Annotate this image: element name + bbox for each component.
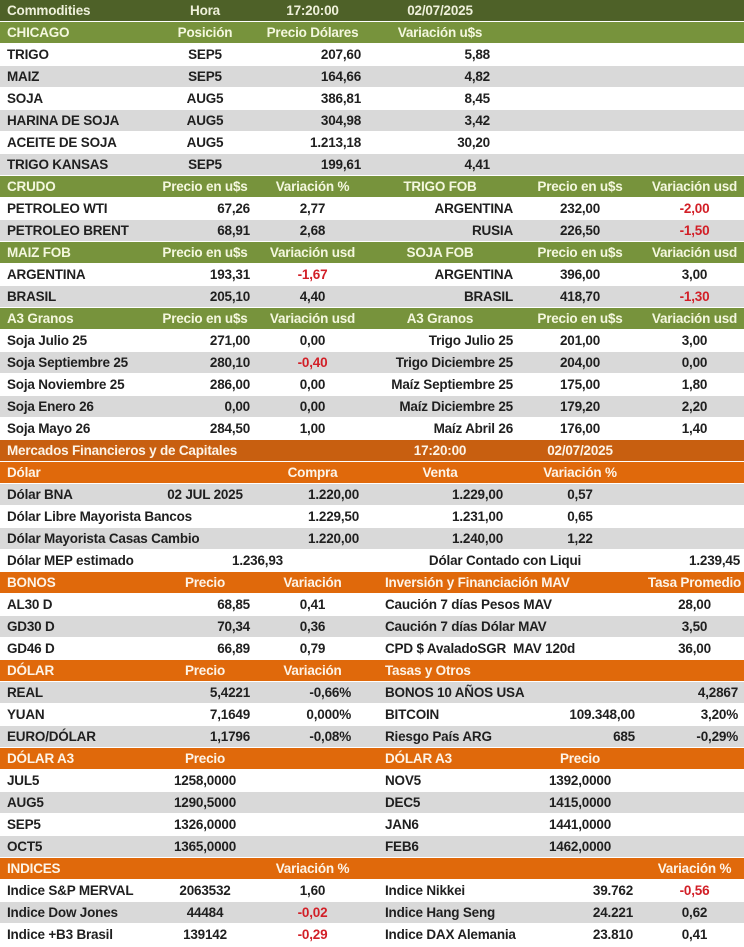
dolar-a3-r3-c5: 1462,0000 [548,839,611,854]
dolar-hdr-c3: Compra [287,465,338,480]
chicago-r5-c4: 4,41 [464,157,490,172]
maiz-fob-soja-fob-hdr-c3: Variación usd [269,245,356,260]
dolar-a3-r1-c2: 1290,5000 [173,795,236,810]
bonos-hdr-c2: Precio [184,575,226,590]
dolar-a3-r3-c4: FEB6 [385,839,419,854]
maiz-fob-soja-fob-r1-c2: 205,10 [209,289,250,304]
section-dolar-tasas [0,660,744,748]
a3-granos-row-1 [0,352,744,374]
dolar-row-3 [0,550,744,572]
chicago-r2-c2: AUG5 [186,91,224,106]
dolar-a3-r2-c4: JAN6 [385,817,419,832]
a3-granos-r4-c3: 1,00 [299,421,326,436]
crudo-trigo-fob-r1-c2: 68,91 [217,223,250,238]
dolar-tasas-r1-c2: 7,1649 [209,707,250,722]
a3-granos-r2-c4: Maíz Septiembre 25 [391,377,513,392]
chicago-header-row [0,22,744,44]
crudo-trigo-fob-r1-c6: -1,50 [679,223,710,238]
section-a3-granos [0,308,744,440]
chicago-row-3 [0,110,744,132]
crudo-trigo-fob-r1-c4: RUSIA [471,223,513,238]
chicago-r4-c2: AUG5 [186,135,224,150]
dolar-tasas-row-2 [0,726,744,748]
dolar-a3-row-3 [0,836,744,858]
maiz-fob-soja-fob-r1-c1: BRASIL [7,289,57,304]
dolar-a3-r0-c1: JUL5 [7,773,40,788]
crudo-trigo-fob-r1-c3: 2,68 [299,223,326,238]
crudo-trigo-fob-hdr-c3: Variación % [275,179,350,194]
chicago-r4-c1: ACEITE DE SOJA [7,135,117,150]
section-crudo-trigo-fob [0,176,744,242]
chicago-r0-c1: TRIGO [7,47,49,62]
a3-granos-r4-c5: 176,00 [559,421,601,436]
dolar-a3-r3-c2: 1365,0000 [173,839,236,854]
bonos-r1-c6: 3,50 [681,619,708,634]
maiz-fob-soja-fob-r1-c3: 4,40 [299,289,326,304]
chicago-r3-c2: AUG5 [186,113,224,128]
maiz-fob-soja-fob-hdr-c5: Precio en u$s [537,245,623,260]
bonos-r1-c1: GD30 D [7,619,55,634]
dolar-tasas-r1-c4: BITCOIN [385,707,440,722]
chicago-r5-c3: 199,61 [320,157,361,172]
a3-granos-r0-c5: 201,00 [559,333,601,348]
indices-hdr-c6: Variación % [657,861,732,876]
dolar-r0-c1: Dólar BNA [7,487,73,502]
bonos-r2-c1: GD46 D [7,641,55,656]
bonos-r0-c1: AL30 D [7,597,53,612]
indices-row-2 [0,924,744,946]
crudo-trigo-fob-r1-c1: PETROLEO BRENT [7,223,129,238]
indices-hdr-c3: Variación % [275,861,350,876]
chicago-row-4 [0,132,744,154]
maiz-fob-soja-fob-r0-c2: 193,31 [209,267,250,282]
dolar-tasas-r0-c6: 4,2867 [697,685,738,700]
chicago-r1-c1: MAIZ [7,69,40,84]
a3-granos-r4-c4: Maíz Abril 26 [433,421,513,436]
dolar-a3-row-1 [0,792,744,814]
a3-granos-r0-c3: 0,00 [299,333,326,348]
mercados-title-header-row [0,440,744,462]
dolar-r3-c2: 1.236,93 [232,553,283,568]
section-chicago [0,22,744,176]
a3-granos-r1-c5: 204,00 [559,355,601,370]
dolar-tasas-r2-c2: 1,1796 [209,729,250,744]
dolar-r1-c1: Dólar Libre Mayorista Bancos [7,509,192,524]
chicago-r0-c2: SEP5 [188,47,222,62]
dolar-tasas-r2-c6: -0,29% [696,729,738,744]
bonos-row-2 [0,638,744,660]
crudo-trigo-fob-hdr-c2: Precio en u$s [162,179,248,194]
dolar-r0-c5: 0,57 [567,487,593,502]
a3-granos-hdr-c5: Precio en u$s [537,311,623,326]
commodities-title-hdr-c4: 02/07/2025 [407,3,473,18]
dolar-a3-r2-c2: 1326,0000 [173,817,236,832]
indices-r2-c2: 139142 [183,927,227,942]
chicago-r1-c3: 164,66 [320,69,361,84]
dolar-r3-c1: Dólar MEP estimado [7,553,134,568]
crudo-trigo-fob-header-row [0,176,744,198]
a3-granos-r3-c3: 0,00 [299,399,326,414]
a3-granos-r1-c6: 0,00 [681,355,708,370]
crudo-trigo-fob-hdr-c6: Variación usd [651,179,738,194]
chicago-r2-c1: SOJA [7,91,43,106]
chicago-hdr-c4: Variación u$s [397,25,483,40]
indices-r0-c2: 2063532 [179,883,231,898]
dolar-r2-c5: 1,22 [567,531,593,546]
maiz-fob-soja-fob-r1-c5: 418,70 [559,289,601,304]
a3-granos-r0-c6: 3,00 [681,333,708,348]
dolar-a3-r1-c1: AUG5 [7,795,44,810]
section-bonos [0,572,744,660]
dolar-tasas-hdr-c2: Precio [184,663,226,678]
a3-granos-r0-c1: Soja Julio 25 [7,333,87,348]
a3-granos-r1-c3: -0,40 [297,355,328,370]
a3-granos-r4-c6: 1,40 [681,421,708,436]
indices-r0-c5: 39.762 [592,883,633,898]
chicago-r4-c3: 1.213,18 [310,135,361,150]
indices-r0-c3: 1,60 [299,883,326,898]
indices-r2-c6: 0,41 [681,927,708,942]
chicago-row-0 [0,44,744,66]
a3-granos-row-4 [0,418,744,440]
bonos-r2-c3: 0,79 [299,641,326,656]
dolar-r0-c2: 02 JUL 2025 [167,487,243,502]
bonos-r2-c2: 66,89 [217,641,250,656]
crudo-trigo-fob-r0-c6: -2,00 [679,201,710,216]
chicago-r1-c4: 4,82 [464,69,490,84]
section-mercados-title [0,440,744,462]
maiz-fob-soja-fob-hdr-c4: SOJA FOB [406,245,474,260]
chicago-row-2 [0,88,744,110]
dolar-tasas-r2-c5: 685 [613,729,635,744]
dolar-tasas-r0-c2: 5,4221 [209,685,250,700]
maiz-fob-soja-fob-r1-c6: -1,30 [679,289,710,304]
a3-granos-hdr-c1: A3 Granos [7,311,74,326]
mercados-title-hdr-c5: 02/07/2025 [547,443,613,458]
maiz-fob-soja-fob-hdr-c2: Precio en u$s [162,245,248,260]
crudo-trigo-fob-row-1 [0,220,744,242]
dolar-r1-c5: 0,65 [567,509,593,524]
maiz-fob-soja-fob-row-0 [0,264,744,286]
dolar-a3-r1-c4: DEC5 [385,795,421,810]
a3-granos-r3-c6: 2,20 [681,399,708,414]
chicago-r4-c4: 30,20 [457,135,490,150]
crudo-trigo-fob-r0-c1: PETROLEO WTI [7,201,108,216]
indices-r1-c2: 44484 [186,905,224,920]
bonos-row-1 [0,616,744,638]
dolar-row-2 [0,528,744,550]
crudo-trigo-fob-hdr-c4: TRIGO FOB [403,179,477,194]
bonos-r0-c2: 68,85 [217,597,250,612]
commodities-title-hdr-c1: Commodities [7,3,91,18]
bonos-r0-c3: 0,41 [299,597,326,612]
bonos-r2-c6: 36,00 [678,641,711,656]
bonos-r0-c6: 28,00 [678,597,711,612]
bonos-hdr-c4: Inversión y Financiación MAV [385,575,570,590]
dolar-r2-c1: Dólar Mayorista Casas Cambio [7,531,200,546]
dolar-a3-row-0 [0,770,744,792]
dolar-tasas-r0-c3: -0,66% [309,685,351,700]
a3-granos-r2-c1: Soja Noviembre 25 [7,377,125,392]
dolar-a3-r1-c5: 1415,0000 [548,795,611,810]
a3-granos-hdr-c2: Precio en u$s [162,311,248,326]
bonos-r1-c4: Caución 7 días Dólar MAV [385,619,547,634]
a3-granos-row-0 [0,330,744,352]
bonos-hdr-c3: Variación [283,575,342,590]
dolar-tasas-r1-c1: YUAN [7,707,45,722]
chicago-r2-c4: 8,45 [464,91,490,106]
maiz-fob-soja-fob-r0-c3: -1,67 [297,267,328,282]
section-commodities-title [0,0,744,22]
indices-r0-c1: Indice S&P MERVAL [7,883,134,898]
chicago-r2-c3: 386,81 [320,91,361,106]
bonos-r0-c4: Caución 7 días Pesos MAV [385,597,552,612]
a3-granos-row-2 [0,374,744,396]
dolar-a3-r2-c5: 1441,0000 [548,817,611,832]
dolar-tasas-r0-c1: REAL [7,685,43,700]
a3-granos-r4-c1: Soja Mayo 26 [7,421,91,436]
maiz-fob-soja-fob-r0-c4: ARGENTINA [434,267,513,282]
indices-r0-c4: Indice Nikkei [385,883,465,898]
dolar-tasas-hdr-c4: Tasas y Otros [385,663,471,678]
dolar-a3-r0-c5: 1392,0000 [548,773,611,788]
dolar-header-row [0,462,744,484]
dolar-tasas-r1-c5: 109.348,00 [569,707,635,722]
chicago-r0-c3: 207,60 [320,47,361,62]
a3-granos-r2-c6: 1,80 [681,377,708,392]
indices-r2-c4: Indice DAX Alemania [385,927,516,942]
dolar-tasas-hdr-c1: DÓLAR [7,663,54,678]
dolar-a3-hdr-c4: DÓLAR A3 [385,751,452,766]
bonos-row-0 [0,594,744,616]
dolar-r2-c4: 1.240,00 [452,531,503,546]
bonos-r1-c3: 0,36 [299,619,326,634]
commodities-title-hdr-c3: 17:20:00 [286,3,339,18]
indices-r0-c6: -0,56 [679,883,710,898]
chicago-row-1 [0,66,744,88]
chicago-row-5 [0,154,744,176]
a3-granos-r0-c4: Trigo Julio 25 [428,333,513,348]
chicago-r0-c4: 5,88 [464,47,490,62]
dolar-r1-c3: 1.229,50 [308,509,359,524]
a3-granos-r1-c2: 280,10 [209,355,250,370]
indices-r2-c1: Indice +B3 Brasil [7,927,113,942]
bonos-hdr-c1: BONOS [7,575,56,590]
maiz-fob-soja-fob-header-row [0,242,744,264]
maiz-fob-soja-fob-hdr-c6: Variación usd [651,245,738,260]
a3-granos-r3-c4: Maíz Diciembre 25 [399,399,513,414]
dolar-a3-r0-c4: NOV5 [385,773,421,788]
dolar-a3-row-2 [0,814,744,836]
chicago-hdr-c1: CHICAGO [7,25,70,40]
indices-r2-c5: 23.810 [592,927,633,942]
section-dolar-a3 [0,748,744,858]
dolar-hdr-c4: Venta [422,465,458,480]
dolar-tasas-hdr-c3: Variación [283,663,342,678]
bonos-r1-c2: 70,34 [217,619,250,634]
indices-r1-c6: 0,62 [681,905,708,920]
maiz-fob-soja-fob-row-1 [0,286,744,308]
indices-r2-c3: -0,29 [297,927,328,942]
maiz-fob-soja-fob-r0-c6: 3,00 [681,267,708,282]
mercados-title-hdr-c1: Mercados Financieros y de Capitales [7,443,238,458]
dolar-a3-hdr-c5: Precio [559,751,601,766]
a3-granos-r3-c5: 179,20 [559,399,601,414]
section-dolar [0,462,744,572]
crudo-trigo-fob-row-0 [0,198,744,220]
commodities-title-hdr-c2: Hora [190,3,220,18]
dolar-hdr-c1: Dólar [7,465,41,480]
a3-granos-r2-c3: 0,00 [299,377,326,392]
bonos-header-row [0,572,744,594]
dolar-r1-c4: 1.231,00 [452,509,503,524]
dolar-r0-c4: 1.229,00 [452,487,503,502]
mercados-title-hdr-c4: 17:20:00 [413,443,467,458]
crudo-trigo-fob-hdr-c1: CRUDO [7,179,56,194]
bonos-hdr-c6: Tasa Promedio [647,575,742,590]
crudo-trigo-fob-r0-c5: 232,00 [559,201,601,216]
dolar-a3-r2-c1: SEP5 [7,817,41,832]
dolar-tasas-r2-c3: -0,08% [309,729,351,744]
chicago-hdr-c2: Posición [177,25,233,40]
dolar-a3-hdr-c2: Precio [184,751,226,766]
a3-granos-r2-c2: 286,00 [209,377,250,392]
indices-header-row [0,858,744,880]
dolar-r3-c6: 1.239,45 [689,553,740,568]
a3-granos-r2-c5: 175,00 [559,377,601,392]
a3-granos-r1-c4: Trigo Diciembre 25 [395,355,513,370]
commodities-title-header-row [0,0,744,22]
dolar-row-0 [0,484,744,506]
chicago-r3-c4: 3,42 [464,113,490,128]
chicago-r3-c1: HARINA DE SOJA [7,113,120,128]
dolar-r3-c4: Dólar Contado con Liqui [428,553,582,568]
maiz-fob-soja-fob-r1-c4: BRASIL [463,289,513,304]
crudo-trigo-fob-r0-c3: 2,77 [299,201,326,216]
dolar-row-1 [0,506,744,528]
indices-r1-c4: Indice Hang Seng [385,905,496,920]
chicago-r5-c1: TRIGO KANSAS [7,157,109,172]
a3-granos-r4-c2: 284,50 [209,421,250,436]
dolar-tasas-r2-c4: Riesgo País ARG [385,729,492,744]
maiz-fob-soja-fob-r0-c1: ARGENTINA [7,267,86,282]
a3-granos-r3-c1: Soja Enero 26 [7,399,94,414]
crudo-trigo-fob-r0-c4: ARGENTINA [434,201,513,216]
dolar-r2-c3: 1.220,00 [308,531,359,546]
crudo-trigo-fob-hdr-c5: Precio en u$s [537,179,623,194]
a3-granos-hdr-c3: Variación usd [269,311,356,326]
dolar-tasas-r1-c6: 3,20% [700,707,738,722]
crudo-trigo-fob-r1-c5: 226,50 [559,223,601,238]
a3-granos-r3-c2: 0,00 [224,399,250,414]
maiz-fob-soja-fob-hdr-c1: MAIZ FOB [7,245,71,260]
dolar-hdr-c5: Variación % [543,465,617,480]
chicago-r3-c3: 304,98 [320,113,361,128]
crudo-trigo-fob-r0-c2: 67,26 [217,201,250,216]
a3-granos-r1-c1: Soja Septiembre 25 [7,355,128,370]
indices-r1-c3: -0,02 [297,905,328,920]
indices-hdr-c1: INDICES [7,861,61,876]
section-indices [0,858,744,946]
a3-granos-row-3 [0,396,744,418]
dolar-tasas-r2-c1: EURO/DÓLAR [7,729,96,744]
section-maiz-fob-soja-fob [0,242,744,308]
chicago-r1-c2: SEP5 [188,69,222,84]
dolar-tasas-r0-c4: BONOS 10 AÑOS USA [385,685,525,700]
a3-granos-hdr-c6: Variación usd [651,311,738,326]
dolar-a3-r0-c2: 1258,0000 [173,773,236,788]
chicago-hdr-c3: Precio Dólares [266,25,359,40]
dolar-tasas-header-row [0,660,744,682]
indices-row-0 [0,880,744,902]
dolar-tasas-r1-c3: 0,000% [306,707,351,722]
dolar-a3-header-row [0,748,744,770]
indices-row-1 [0,902,744,924]
dolar-tasas-row-0 [0,682,744,704]
a3-granos-hdr-c4: A3 Granos [406,311,474,326]
a3-granos-r0-c2: 271,00 [209,333,250,348]
a3-granos-header-row [0,308,744,330]
indices-r1-c5: 24.221 [592,905,633,920]
indices-r1-c1: Indice Dow Jones [7,905,118,920]
dolar-tasas-row-1 [0,704,744,726]
dolar-a3-hdr-c1: DÓLAR A3 [7,751,74,766]
chicago-r5-c2: SEP5 [188,157,222,172]
maiz-fob-soja-fob-r0-c5: 396,00 [559,267,601,282]
bonos-r2-c4: CPD $ AvaladoSGR MAV 120d [385,641,576,656]
dolar-r0-c3: 1.220,00 [308,487,359,502]
dolar-a3-r3-c1: OCT5 [7,839,43,854]
